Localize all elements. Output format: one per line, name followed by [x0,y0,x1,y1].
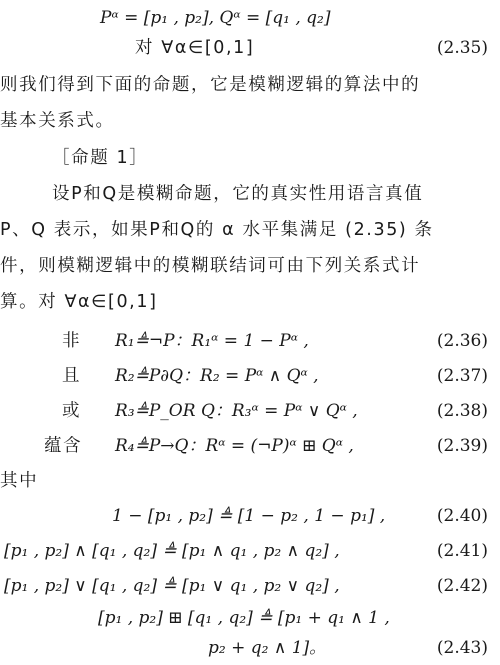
formula-line-2-42 [0,571,500,601]
interval-min-formula: [p₁ , p₂] ∧ [q₁ , q₂] ≜ [p₁ ∧ q₁ , p₂ ∧ q₂] , [4,541,340,561]
equation-number-2-35: (2.35) [436,38,488,58]
equation-number-2-42: (2.42) [436,576,488,596]
connective-negation-line [0,326,500,356]
formula-line-1 [0,3,500,33]
alpha-cut-definitions: Pᵅ = [p₁ , p₂], Qᵅ = [q₁ , q₂] [100,8,331,28]
paragraph-text: 其中 [0,471,39,491]
interval-complement-formula: 1 − [p₁ , p₂] ≜ [1 − p₂ , 1 − p₁] , [112,506,386,526]
equation-number-2-43: (2.43) [436,638,488,658]
interval-bounded-sum-formula: [p₁ , p₂] ⊞ [q₁ , q₂] ≜ [p₁ + q₁ ∧ 1 , [98,608,390,628]
connective-formula: R₄≜P→Q：Rᵅ = (¬P)ᵅ ⊞ Qᵅ , [115,436,354,456]
connective-label: 蕴含 [44,436,83,456]
connective-label: 非 [62,331,82,351]
paragraph-line [0,106,500,136]
paragraph-line [0,251,500,281]
connective-label: 且 [62,366,82,386]
equation-number-2-37: (2.37) [436,366,488,386]
connective-implication-line [0,431,500,461]
equation-number-2-40: (2.40) [436,506,488,526]
connective-formula: R₃≜P_OR Q：R₃ᵅ = Pᵅ ∨ Qᵅ , [115,401,358,421]
equation-number-2-38: (2.38) [436,401,488,421]
formula-line-2-40 [0,501,500,531]
proposition-heading-line [0,143,500,173]
paragraph-text: 件，则模糊逻辑中的模糊联结词可由下列关系式计 [0,256,421,276]
connective-formula: R₂≜P∂Q：R₂ = Pᵅ ∧ Qᵅ , [115,366,319,386]
equation-number-2-41: (2.41) [436,541,488,561]
paragraph-line [0,287,500,317]
paragraph-line [0,70,500,100]
paragraph-text: P、Q 表示，如果P和Q的 α 水平集满足 (2.35) 条 [0,220,434,240]
interval-max-formula: [p₁ , p₂] ∨ [q₁ , q₂] ≜ [p₁ ∨ q₁ , p₂ ∨ q₂] , [4,576,340,596]
paragraph-text: 基本关系式。 [0,111,115,131]
equation-number-2-36: (2.36) [436,331,488,351]
connective-conjunction-line [0,361,500,391]
connective-formula: R₁≜¬P：R₁ᵅ = 1 − Pᵅ , [115,331,309,351]
paragraph-line [0,466,500,496]
interval-bounded-sum-formula-cont: p₂ + q₂ ∧ 1]。 [208,638,327,658]
connective-label: 或 [62,401,82,421]
formula-line-2-43a [0,603,500,633]
paragraph-text: 设P和Q是模糊命题，它的真实性用语言真值 [52,184,424,204]
paragraph-text: 则我们得到下面的命题，它是模糊逻辑的算法中的 [0,75,421,95]
proposition-heading: ［命题 1］ [52,148,149,168]
paragraph-line [0,215,500,245]
forall-condition: 对 ∀α∈[0,1] [135,38,255,58]
paragraph-text: 算。对 ∀α∈[0,1] [0,292,158,312]
formula-line-2-41 [0,536,500,566]
paragraph-line [0,179,500,209]
equation-number-2-39: (2.39) [436,436,488,456]
condition-line [0,33,500,63]
formula-line-2-43b [0,633,500,663]
connective-disjunction-line [0,396,500,426]
